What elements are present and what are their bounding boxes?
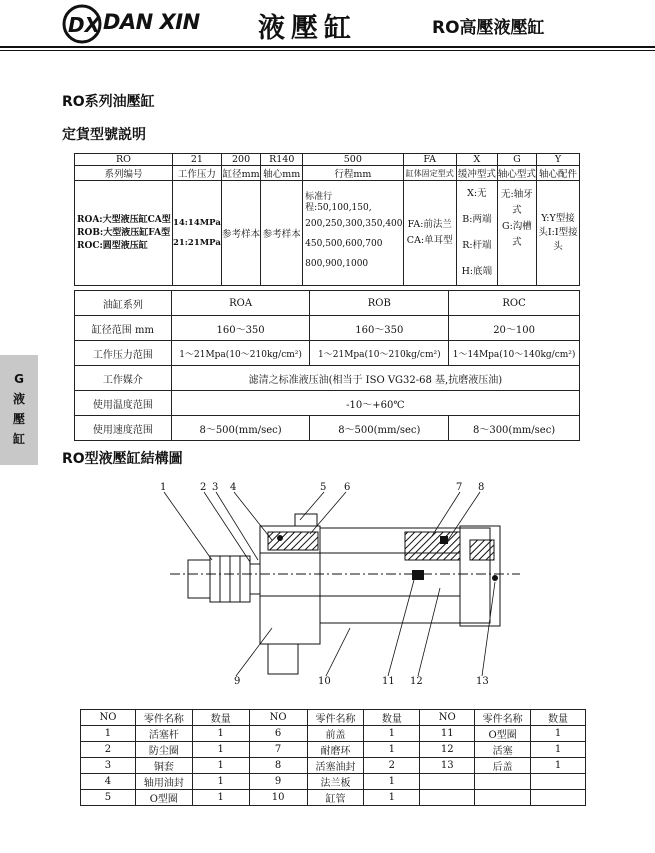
header-rule bbox=[0, 46, 655, 48]
parts-cell: 2 bbox=[364, 758, 420, 774]
page-header bbox=[0, 0, 655, 52]
spec-merged-cell: 滤清之标准液压油(相当于 ISO VG32-68 基,抗磨液压油) bbox=[171, 366, 579, 391]
spec-cell: 1～14Mpa(10～140kg/cm²) bbox=[449, 341, 580, 366]
cushion-line: X:无 bbox=[467, 188, 487, 199]
parts-table bbox=[80, 709, 586, 806]
parts-header: 零件名称 bbox=[135, 710, 192, 726]
spec-col-header: ROA bbox=[171, 291, 310, 316]
parts-cell: 3 bbox=[81, 758, 136, 774]
header-cell: 轴心配件 bbox=[536, 166, 579, 181]
page-title: 液壓缸 bbox=[258, 13, 357, 44]
parts-header: 数量 bbox=[364, 710, 420, 726]
code-cell: FA bbox=[403, 154, 456, 166]
callout-label: 13 bbox=[476, 676, 489, 687]
parts-cell: 活塞杆 bbox=[135, 726, 192, 742]
stroke-line: 450,500,600,700 bbox=[305, 239, 383, 249]
parts-row bbox=[81, 742, 586, 758]
parts-cell: 1 bbox=[531, 742, 586, 758]
rod-type-line: 式 bbox=[512, 237, 522, 248]
rod-acc-cell bbox=[536, 181, 579, 286]
parts-header: 零件名称 bbox=[475, 710, 531, 726]
header-rule-thin bbox=[0, 50, 655, 51]
parts-cell: 1 bbox=[364, 790, 420, 806]
spec-cell: 160～350 bbox=[171, 316, 310, 341]
page-subtitle: RO高壓液壓缸 bbox=[432, 18, 545, 38]
mount-line: FA:前法兰 bbox=[407, 219, 452, 230]
header-cell: 行程mm bbox=[303, 166, 403, 181]
parts-cell: 1 bbox=[364, 742, 420, 758]
parts-cell: 1 bbox=[531, 726, 586, 742]
rod-acc-line: 头I:I型接 bbox=[538, 227, 578, 238]
parts-header: 数量 bbox=[531, 710, 586, 726]
parts-cell: 活塞油封 bbox=[307, 758, 364, 774]
callout-label: 7 bbox=[456, 482, 463, 493]
series-desc-line: ROB:大型液压缸FA型 bbox=[77, 227, 171, 238]
spec-col-header: 油缸系列 bbox=[75, 291, 172, 316]
parts-cell: 活塞 bbox=[475, 742, 531, 758]
parts-cell bbox=[475, 774, 531, 790]
header-cell: 系列编号 bbox=[75, 166, 173, 181]
parts-cell: 缸管 bbox=[307, 790, 364, 806]
spec-col-header: ROB bbox=[310, 291, 449, 316]
brand-name: DAN XIN bbox=[103, 10, 200, 34]
spec-cell: 8～500(mm/sec) bbox=[310, 416, 449, 441]
parts-header: 数量 bbox=[192, 710, 249, 726]
header-cell: 轴心型式 bbox=[497, 166, 536, 181]
cushion-line: R:杆端 bbox=[462, 240, 492, 251]
cushion-line: B:两端 bbox=[462, 214, 492, 225]
parts-cell: 防尘圈 bbox=[135, 742, 192, 758]
code-cell: 21 bbox=[172, 154, 221, 166]
callout-label: 9 bbox=[234, 676, 241, 687]
cylinder-structure-diagram bbox=[150, 478, 530, 688]
model-code-table bbox=[74, 153, 580, 286]
spec-merged-cell: -10～+60℃ bbox=[171, 391, 579, 416]
pressure-line: 21:21MPa bbox=[172, 238, 221, 248]
parts-cell: O型圈 bbox=[135, 790, 192, 806]
series-desc-line: ROA:大型液压缸CA型 bbox=[77, 214, 171, 225]
parts-row bbox=[81, 758, 586, 774]
parts-cell: 2 bbox=[81, 742, 136, 758]
side-tab-line: 液 bbox=[12, 392, 25, 406]
spec-col-header: ROC bbox=[449, 291, 580, 316]
parts-cell: 1 bbox=[364, 726, 420, 742]
parts-cell: 1 bbox=[192, 790, 249, 806]
callout-label: 5 bbox=[320, 482, 327, 493]
side-tab-line: 缸 bbox=[12, 432, 25, 446]
callout-label: 1 bbox=[160, 482, 167, 493]
pressure-line: 14:14MPa bbox=[172, 218, 221, 228]
rod-cell: 参考样本 bbox=[261, 181, 303, 286]
stroke-line: 800,900,1000 bbox=[305, 259, 369, 269]
code-cell: 200 bbox=[221, 154, 261, 166]
stroke-line: 程:50,100,150, bbox=[305, 203, 372, 213]
spec-row-label: 使用速度范围 bbox=[75, 416, 172, 441]
parts-cell: 轴用油封 bbox=[135, 774, 192, 790]
rod-acc-line: 头 bbox=[553, 241, 563, 252]
parts-cell: 1 bbox=[192, 758, 249, 774]
parts-cell: 1 bbox=[192, 774, 249, 790]
side-tab-line: 壓 bbox=[12, 412, 25, 426]
callout-label: 4 bbox=[230, 482, 237, 493]
parts-cell bbox=[420, 774, 475, 790]
bore-cell: 参考样本 bbox=[221, 181, 261, 286]
parts-cell bbox=[531, 790, 586, 806]
parts-cell: 后盖 bbox=[475, 758, 531, 774]
danxin-logo-icon bbox=[62, 4, 102, 44]
parts-header: NO bbox=[420, 710, 475, 726]
code-cell: G bbox=[497, 154, 536, 166]
structure-heading: RO型液壓缸結構圖 bbox=[62, 451, 183, 467]
parts-cell bbox=[420, 790, 475, 806]
spec-cell: 20～100 bbox=[449, 316, 580, 341]
header-cell: 轴心mm bbox=[261, 166, 303, 181]
mount-cell bbox=[403, 181, 456, 286]
header-cell: 缸体固定型式 bbox=[403, 166, 456, 181]
parts-cell: 1 bbox=[192, 726, 249, 742]
rod-type-line: 无:轴牙式 bbox=[501, 189, 533, 216]
rod-acc-line: Y:Y型接 bbox=[541, 213, 575, 224]
parts-cell: 前盖 bbox=[307, 726, 364, 742]
parts-header: 零件名称 bbox=[307, 710, 364, 726]
parts-cell: 耐磨环 bbox=[307, 742, 364, 758]
parts-cell: 9 bbox=[249, 774, 307, 790]
parts-cell: 12 bbox=[420, 742, 475, 758]
spec-cell: 1～21Mpa(10～210kg/cm²) bbox=[310, 341, 449, 366]
code-cell: Y bbox=[536, 154, 579, 166]
parts-row bbox=[81, 774, 586, 790]
parts-cell bbox=[531, 774, 586, 790]
mount-line: CA:单耳型 bbox=[406, 235, 453, 246]
parts-cell: 铜套 bbox=[135, 758, 192, 774]
series-desc-cell bbox=[75, 181, 173, 286]
spec-row-label: 缸径范围 mm bbox=[75, 316, 172, 341]
parts-cell: 10 bbox=[249, 790, 307, 806]
parts-cell: O型圈 bbox=[475, 726, 531, 742]
callout-label: 11 bbox=[382, 676, 395, 687]
code-cell: RO bbox=[75, 154, 173, 166]
spec-row-label: 工作媒介 bbox=[75, 366, 172, 391]
spec-row-label: 使用温度范围 bbox=[75, 391, 172, 416]
stroke-cell bbox=[303, 181, 403, 286]
rod-type-cell bbox=[497, 181, 536, 286]
parts-cell: 13 bbox=[420, 758, 475, 774]
cushion-line: H:底端 bbox=[461, 266, 493, 277]
spec-cell: 8～300(mm/sec) bbox=[449, 416, 580, 441]
parts-cell: 1 bbox=[531, 758, 586, 774]
spec-cell: 1～21Mpa(10～210kg/cm²) bbox=[171, 341, 310, 366]
spec-row-label: 工作压力范围 bbox=[75, 341, 172, 366]
parts-cell: 7 bbox=[249, 742, 307, 758]
callout-label: 3 bbox=[212, 482, 219, 493]
callout-label: 6 bbox=[344, 482, 351, 493]
callout-label: 2 bbox=[200, 482, 207, 493]
series-heading: RO系列油壓缸 bbox=[62, 94, 155, 110]
header-cell: 缸径mm bbox=[221, 166, 261, 181]
parts-cell: 5 bbox=[81, 790, 136, 806]
code-cell: X bbox=[456, 154, 497, 166]
model-code-heading: 定貨型號説明 bbox=[62, 127, 146, 143]
parts-cell: 11 bbox=[420, 726, 475, 742]
callout-label: 8 bbox=[478, 482, 485, 493]
pressure-cell bbox=[172, 181, 221, 286]
parts-row bbox=[81, 726, 586, 742]
spec-cell: 8～500(mm/sec) bbox=[171, 416, 310, 441]
parts-cell: 8 bbox=[249, 758, 307, 774]
code-cell: 500 bbox=[303, 154, 403, 166]
rod-type-line: G:沟槽 bbox=[502, 221, 532, 232]
parts-header: NO bbox=[81, 710, 136, 726]
side-tab-line: G bbox=[14, 372, 24, 386]
side-chapter-tab bbox=[0, 355, 38, 465]
parts-cell: 1 bbox=[364, 774, 420, 790]
cushion-cell bbox=[456, 181, 497, 286]
parts-cell: 法兰板 bbox=[307, 774, 364, 790]
series-desc-line: ROC:圆型液压缸 bbox=[77, 240, 148, 251]
stroke-line: 标准行 bbox=[305, 192, 333, 202]
callout-label: 12 bbox=[410, 676, 423, 687]
parts-cell bbox=[475, 790, 531, 806]
header-cell: 工作压力 bbox=[172, 166, 221, 181]
stroke-line: 200,250,300,350,400 bbox=[305, 219, 403, 229]
svg-text:DX: DX bbox=[68, 13, 101, 37]
spec-table bbox=[74, 290, 580, 441]
parts-cell: 1 bbox=[192, 742, 249, 758]
parts-row bbox=[81, 790, 586, 806]
code-cell: R140 bbox=[261, 154, 303, 166]
header-cell: 缓冲型式 bbox=[456, 166, 497, 181]
parts-cell: 6 bbox=[249, 726, 307, 742]
spec-cell: 160～350 bbox=[310, 316, 449, 341]
parts-header: NO bbox=[249, 710, 307, 726]
parts-cell: 1 bbox=[81, 726, 136, 742]
callout-label: 10 bbox=[318, 676, 331, 687]
parts-cell: 4 bbox=[81, 774, 136, 790]
